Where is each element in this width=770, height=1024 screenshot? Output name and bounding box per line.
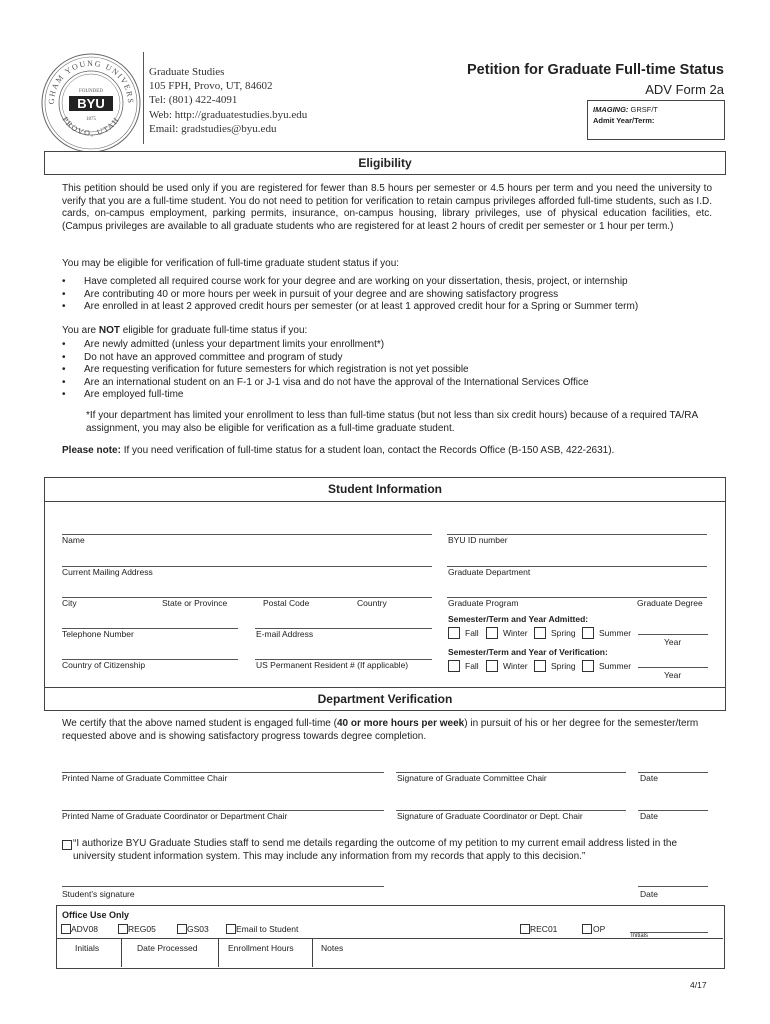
list-item: • Are an international student on an F-1 or J-1 visa and do not have the approval of the International Services Office [60,377,720,390]
seal-ring-bottom: PROVO, UTAH [60,115,122,138]
admitted-year-field[interactable] [638,634,708,635]
verification-label: Semester/Term and Year of Verification: [448,647,608,657]
admitted-label: Semester/Term and Year Admitted: [448,614,589,624]
please-note [62,445,614,458]
coordinator-signature-label: Signature of Graduate Coordinator or Dept. Chair [397,811,583,821]
org-address [149,65,307,136]
term-summer: Summer [599,628,632,638]
verify-winter-checkbox[interactable] [486,660,498,672]
col-date-processed: Date Processed [137,943,198,953]
org-line: Email: gradstudies@byu.edu [149,122,277,135]
address-label: Current Mailing Address [62,567,153,577]
imaging-value: GRSF/T [628,105,659,114]
not-lead-bold: NOT [98,325,120,336]
seal-center: BYU [77,96,105,111]
list-item: • Are newly admitted (unless your department limits your enrollment*) [60,339,720,352]
admit-label: Admit Year/Term: [593,116,655,125]
verify-year-label: Year [664,670,682,680]
eligible-list [60,276,720,314]
note-text: If you need verification of full-time status for a student loan, contact the Records Office (B-150 ASB, 422-2631). [120,445,615,456]
term-fall: Fall [465,628,479,638]
term-spring: Spring [551,628,576,638]
city-label: City [62,598,77,608]
admitted-summer-checkbox[interactable] [582,627,594,639]
name-label: Name [62,535,85,545]
student-date-label: Date [640,889,658,899]
gs03-checkbox[interactable] [177,924,187,934]
not-eligible-list [60,339,720,402]
email-to-student-label: Email to Student [236,924,299,934]
country-label: Country [357,598,387,608]
byu-id-label: BYU ID number [448,535,508,545]
student-info-box [44,477,726,689]
authorize-email-checkbox[interactable] [62,840,72,850]
state-label: State or Province [162,598,228,608]
grad-program-label: Graduate Program [448,598,519,608]
rec01-checkbox[interactable] [520,924,530,934]
term-winter: Winter [503,661,528,671]
seal-year: 1875 [86,117,96,122]
coordinator-name-label: Printed Name of Graduate Coordinator or Department Chair [62,811,288,821]
seal-founded: FOUNDED [79,89,103,94]
org-line: Tel: (801) 422-4091 [149,94,238,107]
term-spring: Spring [551,661,576,671]
chair-date-label: Date [640,773,658,783]
eligibility-intro: This petition should be used only if you are registered for fewer than 8.5 hours per semester or 4.5 hours per term and you need the university to verify that you are a full-time student. You do not need to petition for verification to retain campus privileges afforded full-time students, such as I.D. cards, on-campus employment, parking permits, insurance, on-campus housing, library privileges, use of physical education facilities, etc. (Campus privileges are available to all graduate students who are registered for at least 2 hours of credit per semester or 1 hour per term.) [62,183,712,232]
imaging-label: IMAGING: [593,105,629,114]
gs03-label: GS03 [187,924,209,934]
org-line: Web: http://graduatestudies.byu.edu [149,108,308,121]
admitted-fall-checkbox[interactable] [448,627,460,639]
list-item: • Do not have an approved committee and program of study [60,352,720,365]
col-enrollment-hours: Enrollment Hours [228,943,294,953]
op-label: OP [593,924,606,934]
office-table-row [56,938,723,939]
list-item: • Are employed full-time [60,389,720,402]
list-item: • Are requesting verification for future semesters for which registration is not yet possible [60,364,720,377]
list-item: • Are enrolled in at least 2 approved credit hours per semester (or at least 1 approved credit hour for a Spring or Summer term) [60,301,720,314]
term-summer: Summer [599,661,632,671]
verify-fall-checkbox[interactable] [448,660,460,672]
telephone-label: Telephone Number [62,629,134,639]
admitted-spring-checkbox[interactable] [534,627,546,639]
email-label: E-mail Address [256,629,314,639]
not-eligible-lead [62,325,307,338]
office-use-title: Office Use Only [62,910,130,920]
reg05-label: REG05 [128,924,156,934]
col-divider [121,938,122,967]
seal-ring-top: GHAM YOUNG UNIVERS [46,58,136,105]
admitted-year-label: Year [664,637,682,647]
byu-seal [40,52,142,154]
col-notes: Notes [321,943,344,953]
student-signature-field[interactable] [62,886,384,887]
adv08-label: ADV08 [71,924,98,934]
verify-year-field[interactable] [638,667,708,668]
citizenship-label: Country of Citizenship [62,660,146,670]
grad-dept-label: Graduate Department [448,567,531,577]
footnote: *If your department has limited your enrollment to less than full-time status (but not less than six credit hours) because of a required TA/RA assignment, you may also be eligible for verification as a full-time graduate student. [86,410,698,434]
chair-name-label: Printed Name of Graduate Committee Chair [62,773,228,783]
dv-text-bold: 40 or more hours per week [336,718,465,729]
list-item: • Are contributing 40 or more hours per week in pursuit of your degree and are showing satisfactory progress [60,289,720,302]
chair-signature-label: Signature of Graduate Committee Chair [397,773,547,783]
dv-text-post: ) in pursuit of his or her degree for the semester/term requested above and is showing satisfactory progress towards degree completion. [62,718,699,742]
student-signature-label: Student’s signature [62,889,135,899]
list-item: • Have completed all required course work for your degree and are working on your dissertation, thesis, project, or internship [60,276,720,289]
term-fall: Fall [465,661,479,671]
page-title: Petition for Graduate Full-time Status [467,62,724,78]
not-lead-pre: You are [62,325,99,336]
email-to-student-checkbox[interactable] [226,924,236,934]
term-winter: Winter [503,628,528,638]
coordinator-date-label: Date [640,811,658,821]
student-info-heading: Student Information [44,477,726,502]
form-number: ADV Form 2a [645,82,724,97]
eligibility-heading: Eligibility [44,151,726,175]
note-bold: Please note: [62,445,121,456]
col-divider [218,938,219,967]
form-version: 4/17 [690,980,707,990]
admitted-winter-checkbox[interactable] [486,627,498,639]
verify-spring-checkbox[interactable] [534,660,546,672]
name-field[interactable] [62,534,432,535]
authorization-text: “I authorize BYU Graduate Studies staff to send me details regarding the outcome of my petition to my current email address listed in the university student information system. This may include any information from my records that apply to this decision.” [73,838,678,862]
postal-label: Postal Code [263,598,310,608]
col-initials: Initials [75,943,100,953]
student-date-field[interactable] [638,886,708,887]
reg05-checkbox[interactable] [118,924,128,934]
verify-summer-checkbox[interactable] [582,660,594,672]
not-lead-post: eligible for graduate full-time status if you: [120,325,308,336]
office-use-box [56,905,725,969]
org-line: Graduate Studies [149,66,225,78]
header-divider [143,52,144,144]
dept-verification-text [62,718,712,743]
office-initials-small: Initials [631,933,649,939]
dv-text-pre: We certify that the above named student is engaged full-time ( [62,718,337,729]
dept-verification-heading: Department Verification [44,687,726,711]
grad-degree-label: Graduate Degree [637,598,703,608]
org-line: 105 FPH, Provo, UT, 84602 [149,80,273,93]
col-divider [312,938,313,967]
imaging-box [587,100,725,140]
rec01-label: REC01 [530,924,558,934]
op-checkbox[interactable] [582,924,592,934]
adv08-checkbox[interactable] [61,924,71,934]
us-resident-label: US Permanent Resident # (If applicable) [256,660,409,670]
eligible-lead: You may be eligible for verification of full-time graduate student status if you: [62,258,400,269]
